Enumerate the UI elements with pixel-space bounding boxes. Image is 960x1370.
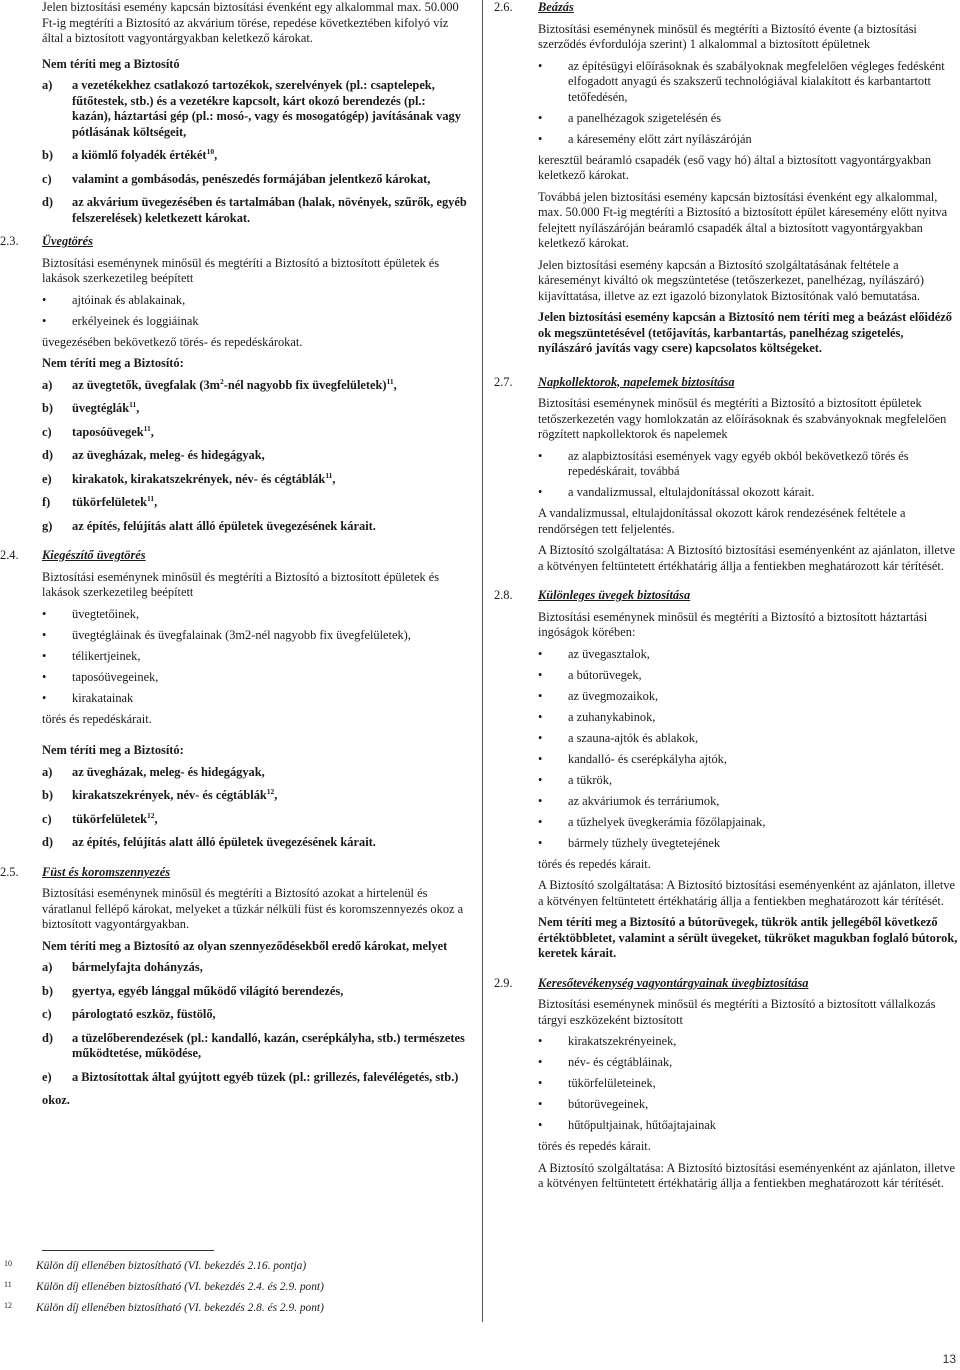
exclusion-list [42,765,467,851]
list-item [42,788,467,804]
item-text: , [332,471,336,486]
list-item [538,710,958,726]
list-item [42,425,467,441]
paragraph: Biztosítási eseménynek minősül és megtéríti a Biztosító azokat a hirtelenül és váratlanul fellépő károkat, melyeket a tűzkár nélküli füst és koromszennyezés okoz a biztosított vagyontárgyakban. [42,886,464,931]
list-item [538,647,958,663]
list-item [538,689,958,705]
bullet-icon: • [538,1076,543,1090]
section-number: 2.9. [494,975,513,990]
item-text: tükörfelületeinek, [568,1076,656,1090]
exclusion-heading: Nem téríti meg a Biztosító: [42,356,184,370]
item-text: kirakatszekrényeinek, [568,1034,677,1048]
item-text: tükörfelületek [72,495,148,509]
item-text: , [393,377,397,392]
item-text: -nél nagyobb fix üvegfelületek) [223,377,387,392]
list-item [538,836,958,852]
list-item [42,984,467,1000]
section-2-4 [0,548,467,851]
exclusion-paragraph: Nem téríti meg a Biztosító a bútorüvegek, tükrök antik jellegéből következő értéktöbbletet, valamint a sérült üvegeket, tükröket magukban foglaló bútorok, keretek kárait. [538,915,958,960]
section-title: Különleges üvegek biztosítása [538,588,691,602]
list-item [538,59,958,106]
item-text: a bútorüvegek, [568,667,642,682]
item-text: az üvegtetők, üvegfalak (3m [72,377,220,392]
item-letter: c) [42,811,52,826]
item-letter: f) [42,495,51,509]
bullet-icon: • [538,772,543,787]
list-item [42,293,467,309]
item-text: a tűzhelyek üvegkerámia főzőlapjainak, [568,814,766,829]
item-text: kandalló- és cserépkályha ajtók, [568,751,727,766]
paragraph: Biztosítási eseménynek minősül és megtéríti a Biztosító a biztosított vállalkozás tárgyi eszközeként biztosított [538,997,936,1027]
bullet-icon: • [538,709,543,724]
list-item [538,752,958,768]
bullet-icon: • [538,646,543,661]
bullet-icon: • [538,58,543,73]
footnote-ref: 12 [266,786,275,796]
paragraph: A Biztosító szolgáltatása: A Biztosító biztosítási eseményenként az ajánlaton, illetve a kötvényen feltüntetett értékhatárig állja a fentiekben meghatározott kár térítését. [538,878,956,908]
item-text: a vandalizmussal, eltulajdonítással okozott kárait. [568,485,815,499]
exclusion-list [42,378,467,535]
item-text: kirakatainak [72,690,134,705]
footnote-number: 10 [4,1259,12,1268]
item-text: az alapbiztosítási események vagy egyéb okból bekövetkező törés és repedéskárait, továbbá [568,448,909,478]
item-text: gyertya, egyéb lánggal működő világító berendezés, [72,983,344,998]
list-item [42,960,467,976]
list-item [42,835,467,851]
section-number: 2.3. [0,234,19,248]
closing-word: okoz. [42,1093,70,1107]
item-letter: d) [42,195,54,209]
list-item [42,765,467,781]
item-letter: a) [42,78,53,92]
footnote-text: Külön díj ellenében biztosítható (VI. bekezdés 2.16. pontja) [36,1260,307,1272]
list-item [538,668,958,684]
bullet-icon: • [42,669,47,684]
paragraph: Jelen biztosítási esemény kapcsán a Biztosító szolgáltatásának feltétele a káreseményt kiváltó ok megszüntetése (tetőszerkezet, panelhézag, nyílászáró) kijavíttatása, illetve az ezt igazoló bizonylatok Biztosítónak való bemutatása. [538,257,925,303]
section-2-5 [0,864,467,1109]
footnote-number: 12 [4,1301,12,1310]
item-letter: e) [42,471,52,486]
item-text: , [274,788,278,802]
left-column [0,0,467,1115]
item-text: üvegtégláinak és üvegfalainak (3m2-nél nagyobb fix üvegfelületek), [72,627,411,642]
item-letter: a) [42,764,53,779]
list-item [42,195,467,226]
paragraph: A vandalizmussal, eltulajdonítással okozott károk rendezésének feltétele a rendőrségen tett feljelentés. [538,506,906,536]
bullet-icon: • [538,793,543,808]
item-letter: g) [42,518,53,533]
item-letter: a) [42,377,53,392]
list-item [538,731,958,747]
item-text: hűtőpultjainak, hűtőajtajainak [568,1118,716,1132]
paragraph: A Biztosító szolgáltatása: A Biztosító biztosítási eseményenként az ajánlaton, illetve a kötvényen feltüntetett értékhatárig állja a fentiekben meghatározott kár térítését. [538,1160,956,1190]
item-text: bútorüvegeinek, [568,1097,649,1111]
item-text: üvegtetőinek, [72,606,140,621]
list-item [538,485,958,501]
list-item [42,628,467,644]
item-text: bármely tűzhely üvegtetejének [568,835,721,850]
item-text: a káresemény előtt zárt nyílászáróján [568,131,752,146]
item-text: taposóüvegeinek, [72,669,159,684]
item-letter: b) [42,148,54,162]
list-item [42,172,467,188]
item-letter: b) [42,983,54,998]
list-item [42,448,467,464]
section-title: Napkollektorok, napelemek biztosítása [538,374,735,389]
item-text: a tükrök, [568,772,613,787]
list-item [42,670,467,686]
section-number: 2.7. [494,374,513,389]
list-item [42,519,467,535]
list-item [538,815,958,831]
item-letter: b) [42,401,54,415]
exclusion-list [42,78,467,226]
bullet-icon: • [42,606,47,621]
bullet-icon: • [538,835,543,850]
list-item [42,378,467,394]
list-item [42,1070,467,1086]
item-text: az üvegasztalok, [568,646,650,661]
item-letter: e) [42,1069,52,1084]
item-text: valamint a gombásodás, penészedés formájában jelentkező károkat, [72,171,431,186]
list-item [538,794,958,810]
item-text: az építés, felújítás alatt álló épületek üvegezésének kárait. [72,835,376,849]
list-item [538,132,958,148]
paragraph: Jelen biztosítási esemény kapcsán biztosítási évenként egy alkalommal max. 50.000 Ft-ig megtéríti a Biztosító az akvárium törése, repedése következtében kifolyó víz által a biztosított vagyontárgyakban keletkező károkat. [42,0,459,45]
bullet-icon: • [538,485,543,499]
paragraph: Biztosítási eseménynek minősül és megtéríti a Biztosító a biztosított épületek és lakások szerkezetileg beépített [42,255,440,285]
bullet-icon: • [42,292,47,307]
paragraph: törés és repedés kárait. [538,856,651,871]
list-item [538,1055,958,1071]
section-number: 2.8. [494,588,513,602]
footnote-ref: 11 [325,470,333,480]
item-text: a panelhézagok szigetelésén és [568,110,722,125]
item-text: télikertjeinek, [72,648,141,663]
section-title: Üvegtörés [42,234,93,248]
exclusion-heading: Nem téríti meg a Biztosító az olyan szennyeződésekből eredő károkat, melyet [42,938,448,953]
footnote-number: 11 [4,1280,12,1289]
list-item [42,607,467,623]
paragraph: Biztosítási eseménynek minősül és megtéríti a Biztosító a biztosított háztartási ingóságok körében: [538,609,928,639]
item-letter: a) [42,960,53,974]
bullet-list [538,59,958,148]
section-title: Keresőtevékenység vagyontárgyainak üvegbiztosítása [538,975,809,990]
item-text: az üvegmozaikok, [568,688,659,703]
item-text: az üvegházak, meleg- és hidegágyak, [72,448,265,462]
bullet-icon: • [538,1055,543,1069]
list-item [42,401,467,417]
item-text: az üvegházak, meleg- és hidegágyak, [72,764,265,779]
item-text: bármelyfajta dohányzás, [72,960,203,974]
item-text: a zuhanykabinok, [568,709,656,724]
paragraph: Biztosítási eseménynek minősül és megtéríti a Biztosító a biztosított épületek és lakások szerkezetileg beépített [42,569,440,599]
list-item [42,1031,467,1062]
exclusion-list [42,960,467,1085]
bullet-icon: • [538,110,543,125]
list-item [538,1097,958,1113]
section-title: Kiegészítő üvegtörés [42,548,146,562]
footnote-ref: 10 [206,146,215,156]
item-text: , [214,148,218,162]
item-text: párologtató eszköz, füstölő, [72,1007,216,1021]
item-text: név- és cégtábláinak, [568,1055,673,1069]
list-item [42,148,467,164]
item-text: az építésügyi előírásoknak és szabályoknak megfelelően végleges fedésként elfogadott anyagú és szakszerű technológiával kialakított és karbantartott tetőfedésén, [568,58,945,104]
bullet-icon: • [538,751,543,766]
item-text: , [136,401,140,415]
footnote-text: Külön díj ellenében biztosítható (VI. bekezdés 2.4. és 2.9. pont) [36,1281,324,1293]
item-letter: d) [42,835,54,849]
section-number: 2.4. [0,548,19,562]
paragraph: Továbbá jelen biztosítási esemény kapcsán biztosítási évenként egy alkalommal, max. 50.000 Ft-ig megtéríti a Biztosító a biztosított épület káresemény előtt nyitva felejtett nyílászáróján beáramló csapadék által a biztosított vagyontárgyakban keletkező károkat. [538,189,948,250]
list-item [538,111,958,127]
item-text: , [154,495,158,509]
list-item [538,773,958,789]
bullet-icon: • [538,814,543,829]
footnote-ref: 12 [147,810,155,820]
item-letter: d) [42,448,54,462]
paragraph: törés és repedés kárait. [538,1139,651,1153]
section-2-7 [494,374,958,575]
item-letter: c) [42,424,52,439]
list-item [42,1007,467,1023]
item-text: , [150,424,154,439]
item-text: kirakatok, kirakatszekrények, név- és cégtáblák [72,471,326,486]
item-text: tükörfelületek [72,811,148,826]
bullet-icon: • [538,131,543,146]
bullet-icon: • [538,688,543,703]
footnote-rule [42,1250,214,1251]
list-item [42,691,467,707]
item-letter: d) [42,1030,54,1045]
paragraph: üvegezésében bekövetkező törés- és repedéskárokat. [42,334,303,349]
section-number: 2.5. [0,864,19,879]
section-2-9 [494,975,958,1192]
section-number: 2.6. [494,0,513,14]
list-item [42,649,467,665]
item-text: kirakatszekrények, név- és cégtáblák [72,788,267,802]
paragraph: Biztosítási eseménynek minősül és megtéríti a Biztosító a biztosított épületek tetőszerkezetén vagy homlokzatán az előírásoknak és szabványoknak megfelelően rögzített napkollektorok és napelemek [538,396,947,441]
item-text: az akváriumok és terráriumok, [568,793,720,808]
item-text: a Biztosítottak által gyújtott egyéb tüzek (pl.: grillezés, falevélégetés, stb.) [72,1069,459,1084]
list-item [42,495,467,511]
list-item [42,78,467,140]
section-2-3 [0,234,467,534]
paragraph: keresztül beáramló csapadék (eső vagy hó) által a biztosított vagyontárgyakban keletkező károkat. [538,152,932,182]
footnote-ref: 2 [219,376,224,386]
bullet-list [538,449,958,501]
paragraph: törés és repedéskárait. [42,711,152,726]
exclusion-heading: Nem téríti meg a Biztosító [42,56,180,71]
item-text: üvegtéglák [72,401,130,415]
bullet-icon: • [42,648,47,663]
list-item [538,449,958,480]
paragraph: Biztosítási eseménynek minősül és megtéríti a Biztosító évente (a biztosítási szerződés évfordulója szerint) 1 alkalommal a biztosított épületnek [538,21,917,51]
list-item [42,314,467,330]
list-item [538,1076,958,1092]
item-text: az akvárium üvegezésében és tartalmában (halak, növények, szűrők, egyéb felszerelések) keletkezett károkat. [72,195,467,225]
item-text: erkélyeinek és loggiáinak [72,313,199,328]
bullet-icon: • [538,1034,543,1048]
bullet-list [538,647,958,852]
bullet-icon: • [42,690,47,705]
right-column [494,0,958,1198]
item-text: az építés, felújítás alatt álló épületek üvegezésének kárait. [72,518,376,533]
bullet-icon: • [538,448,543,463]
exclusion-heading: Nem téríti meg a Biztosító: [42,743,184,757]
bullet-list [538,1034,958,1134]
item-text: a vezetékekhez csatlakozó tartozékok, szerelvények (pl.: csaptelepek, fűtőtestek, stb.) és a vezetékre kapcsolt, kárt okozó berendezés (pl.: kazán), háztartási gép (pl.: mosó-, vagy és mosogatógép) javításának vagy pótlásának költségeit, [72,78,461,139]
column-divider [482,0,483,1322]
item-text: taposóüvegek [72,424,144,439]
footnote-ref: 11 [129,399,137,409]
bullet-list [42,293,467,330]
item-text: a szauna-ajtók és ablakok, [568,730,699,745]
section-title: Füst és koromszennyezés [42,864,171,879]
item-text: , [154,811,158,826]
bullet-list [42,607,467,707]
bullet-icon: • [42,313,47,328]
list-item [538,1118,958,1134]
footnote-ref: 11 [386,376,394,386]
item-letter: c) [42,1007,52,1021]
footnote-ref: 11 [147,493,155,503]
bullet-icon: • [538,667,543,682]
list-item [538,1034,958,1050]
item-text: a kiömlő folyadék értékét [72,148,207,162]
footnote-text: Külön díj ellenében biztosítható (VI. bekezdés 2.8. és 2.9. pont) [36,1302,324,1314]
page-number: 13 [942,1352,956,1366]
bullet-icon: • [42,627,47,642]
item-text: a tüzelőberendezések (pl.: kandalló, kazán, cserépkályha, stb.) természetes működtetése, működése, [72,1030,465,1060]
item-text: ajtóinak és ablakainak, [72,292,186,307]
list-item [42,472,467,488]
paragraph: A Biztosító szolgáltatása: A Biztosító biztosítási eseményenként az ajánlaton, illetve a kötvényen feltüntetett értékhatárig állja a fentiekben meghatározott kár térítését. [538,543,956,573]
footnote-ref: 11 [143,423,151,433]
section-2-6 [494,0,958,357]
list-item [42,812,467,828]
item-letter: c) [42,171,52,186]
bullet-icon: • [538,1097,543,1111]
bullet-icon: • [538,730,543,745]
bullet-icon: • [538,1118,543,1132]
section-title: Beázás [538,0,574,14]
exclusion-paragraph: Jelen biztosítási esemény kapcsán a Biztosító nem téríti meg a beázást előidéző ok megszüntetésével (tetőjavítás, karbantartás, panelhézag szigetelés, nyílászáró javítás vagy csere) kapcsolatos költségeket. [538,310,952,355]
item-letter: b) [42,788,54,802]
section-2-8 [494,588,958,962]
